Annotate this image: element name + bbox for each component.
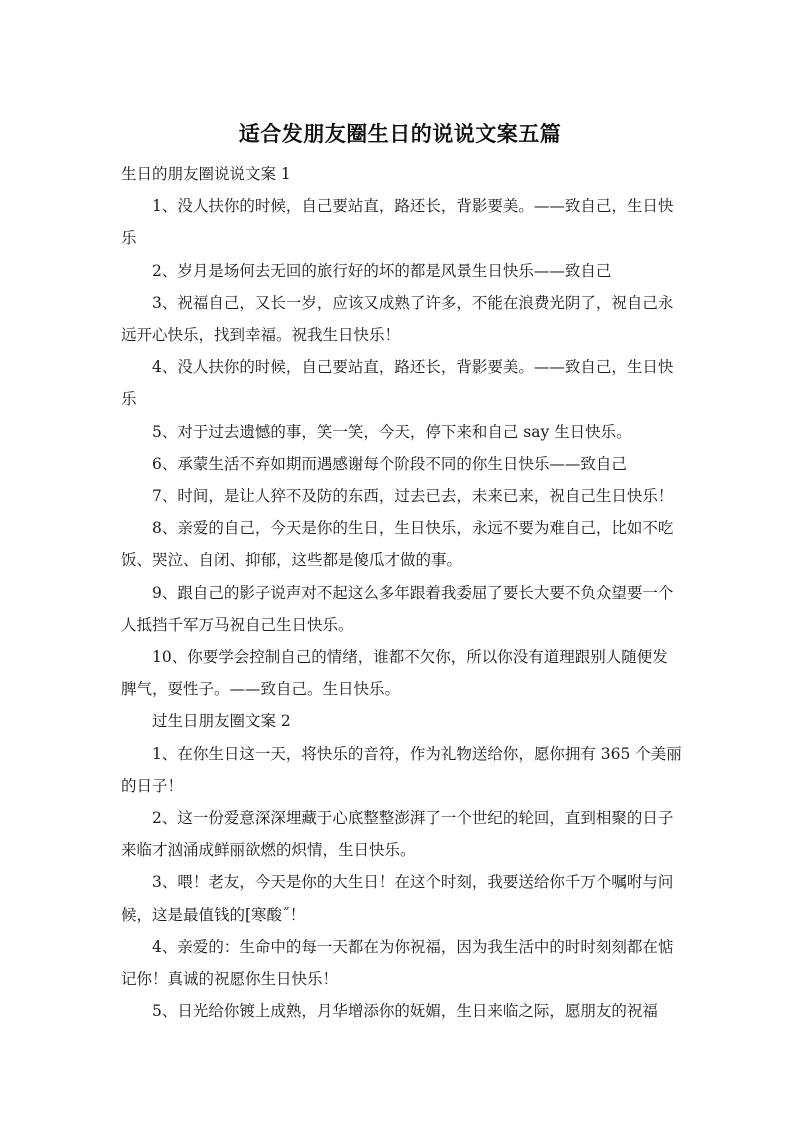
document-body	[121, 158, 683, 1027]
list-item: 1、没人扶你的时候，自己要站直，路还长，背影要美。——致自己，生日快乐	[121, 197, 674, 248]
list-item: 1、在你生日这一天，将快乐的音符，作为礼物送给你，愿你拥有 365 个美丽的日子！	[121, 744, 682, 795]
list-item: 4、没人扶你的时候，自己要站直，路还长，背影要美。——致自己，生日快乐	[121, 358, 674, 409]
list-item: 6、承蒙生活不弃如期而遇感谢每个阶段不同的你生日快乐——致自己	[152, 454, 627, 473]
list-item: 8、亲爱的自己，今天是你的生日，生日快乐，永远不要为难自己，比如不吃饭、哭泣、自闭、抑郁，这些都是傻瓜才做的事。	[121, 519, 674, 570]
list-item: 5、日光给你镀上成熟，月华增添你的妩媚，生日来临之际，愿朋友的祝福	[152, 1002, 658, 1021]
section-heading: 过生日朋友圈文案 2	[152, 712, 291, 731]
list-item: 9、跟自己的影子说声对不起这么多年跟着我委屈了要长大要不负众望要一个人抵挡千军万马祝自己生日快乐。	[121, 583, 674, 634]
list-item: 2、这一份爱意深深埋藏于心底整整澎湃了一个世纪的轮回，直到相聚的日子来临才汹涌成鲜丽欲燃的炽情，生日快乐。	[121, 809, 674, 860]
section-heading: 生日的朋友圈说说文案 1	[121, 165, 291, 183]
list-item: 5、对于过去遗憾的事，笑一笑，今天，停下来和自己 say 生日快乐。	[152, 422, 632, 441]
document-title: 适合发朋友圈生日的说说文案五篇	[238, 122, 562, 146]
list-item: 3、喂！老友，今天是你的大生日！在这个时刻，我要送给你千万个嘱咐与问候，这是最值钱的[寒酸˝！	[121, 873, 674, 924]
list-item: 7、时间，是让人猝不及防的东西，过去已去，未来已来，祝自己生日快乐！	[152, 487, 674, 506]
list-item: 2、岁月是场何去无回的旅行好的坏的都是风景生日快乐——致自己	[152, 261, 612, 280]
list-item: 4、亲爱的：生命中的每一天都在为你祝福，因为我生活中的时时刻刻都在惦记你！真诚的祝愿你生日快乐！	[121, 937, 674, 989]
list-item: 10、你要学会控制自己的情绪，谁都不欠你，所以你没有道理跟别人随便发脾气，耍性子。——致自己。生日快乐。	[121, 648, 668, 699]
list-item: 3、祝福自己，又长一岁，应该又成熟了许多，不能在浪费光阴了，祝自己永远开心快乐，找到幸福。祝我生日快乐！	[121, 293, 674, 345]
